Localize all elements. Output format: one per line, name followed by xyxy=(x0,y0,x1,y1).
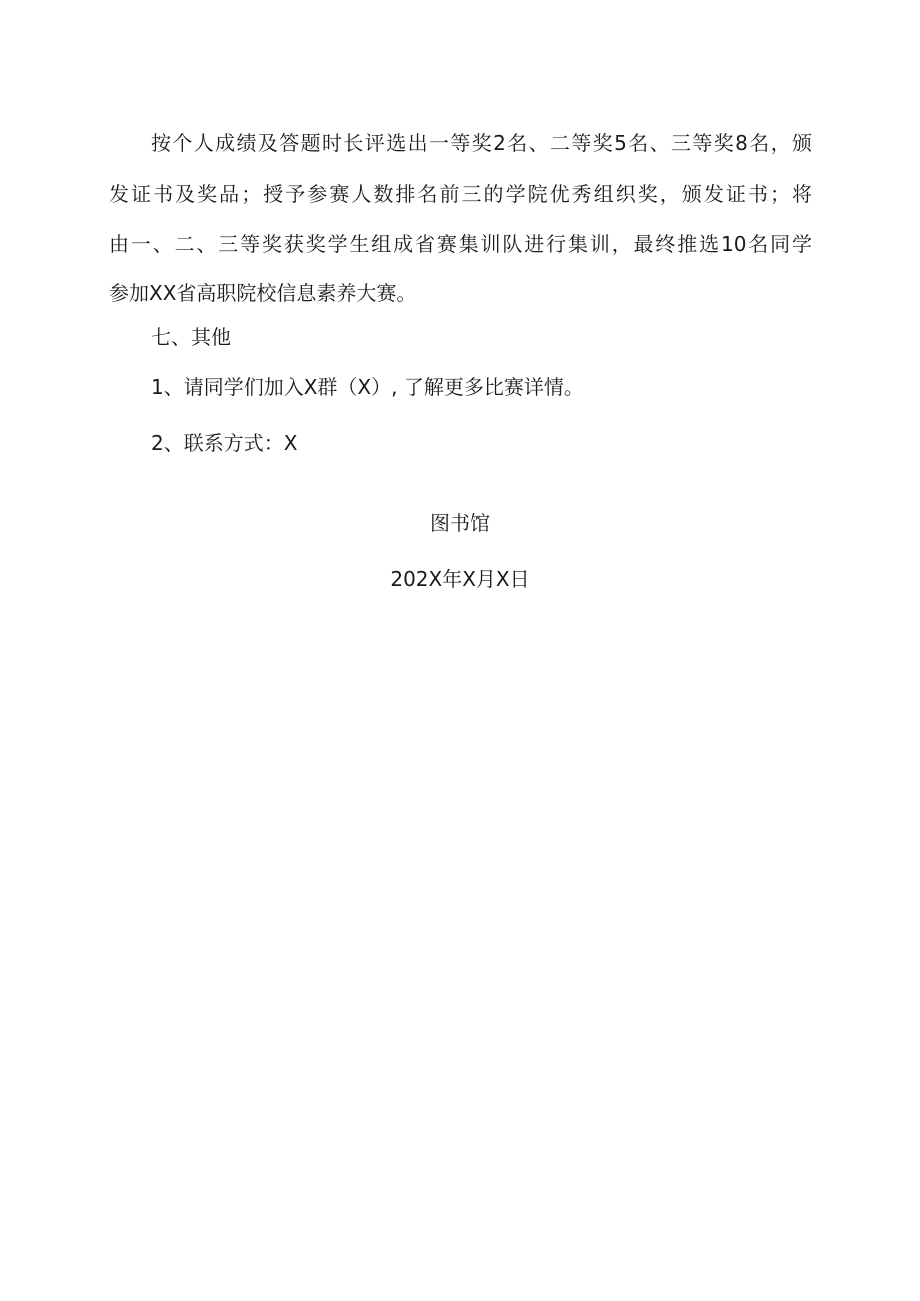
list-item-2: 2、联系方式：X xyxy=(151,431,298,455)
paragraph-line-4: 参加XX省高职院校信息素养大赛。 xyxy=(109,281,417,305)
paragraph-line-3: 由一、二、三等奖获奖学生组成省赛集训队进行集训，最终推选10名同学 xyxy=(109,232,812,256)
list-item-1: 1、请同学们加入X群（X）, 了解更多比赛详情。 xyxy=(151,375,584,399)
signature-organization: 图书馆 xyxy=(430,511,490,535)
signature-date: 202X年X月X日 xyxy=(390,567,530,591)
paragraph-line-1: 按个人成绩及答题时长评选出一等奖2名、二等奖5名、三等奖8名，颁 xyxy=(151,131,812,155)
paragraph-line-2: 发证书及奖品；授予参赛人数排名前三的学院优秀组织奖，颁发证书；将 xyxy=(109,182,812,206)
section-heading: 七、其他 xyxy=(151,325,231,349)
